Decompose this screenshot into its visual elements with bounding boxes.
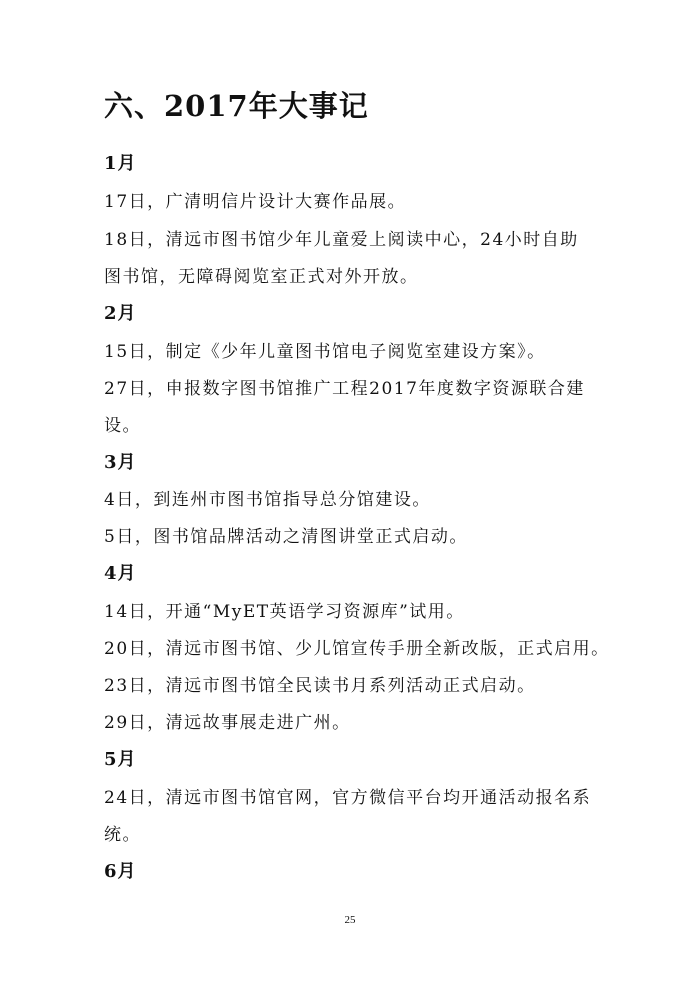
event-line: 27日，申报数字图书馆推广工程2017年度数字资源联合建	[104, 379, 585, 399]
event-line: 设。	[104, 416, 141, 436]
section-title: 六、2017年大事记	[104, 89, 369, 123]
event-line: 23日，清远市图书馆全民读书月系列活动正式启动。	[104, 676, 536, 696]
event-line: 5日，图书馆品牌活动之清图讲堂正式启动。	[104, 527, 468, 547]
event-line: 18日，清远市图书馆少年儿童爱上阅读中心，24小时自助	[104, 230, 579, 250]
month-heading-mar: 3月	[104, 452, 137, 473]
event-line: 20日，清远市图书馆、少儿馆宣传手册全新改版，正式启用。	[104, 639, 610, 659]
month-heading-feb: 2月	[104, 303, 137, 324]
month-heading-may: 5月	[104, 749, 137, 770]
event-line: 统。	[104, 825, 141, 845]
event-line: 17日，广清明信片设计大赛作品展。	[104, 192, 407, 212]
month-heading-apr: 4月	[104, 563, 137, 584]
event-line: 图书馆，无障碍阅览室正式对外开放。	[104, 267, 419, 287]
event-line: 14日，开通“MyET英语学习资源库”试用。	[104, 602, 465, 622]
event-line: 29日，清远故事展走进广州。	[104, 713, 351, 733]
month-heading-jan: 1月	[104, 153, 137, 174]
event-line: 15日，制定《少年儿童图书馆电子阅览室建设方案》。	[104, 342, 546, 362]
event-line: 4日，到连州市图书馆指导总分馆建设。	[104, 490, 431, 510]
page-number: 25	[344, 914, 356, 926]
month-heading-jun: 6月	[104, 861, 137, 882]
event-line: 24日，清远市图书馆官网，官方微信平台均开通活动报名系	[104, 788, 592, 808]
